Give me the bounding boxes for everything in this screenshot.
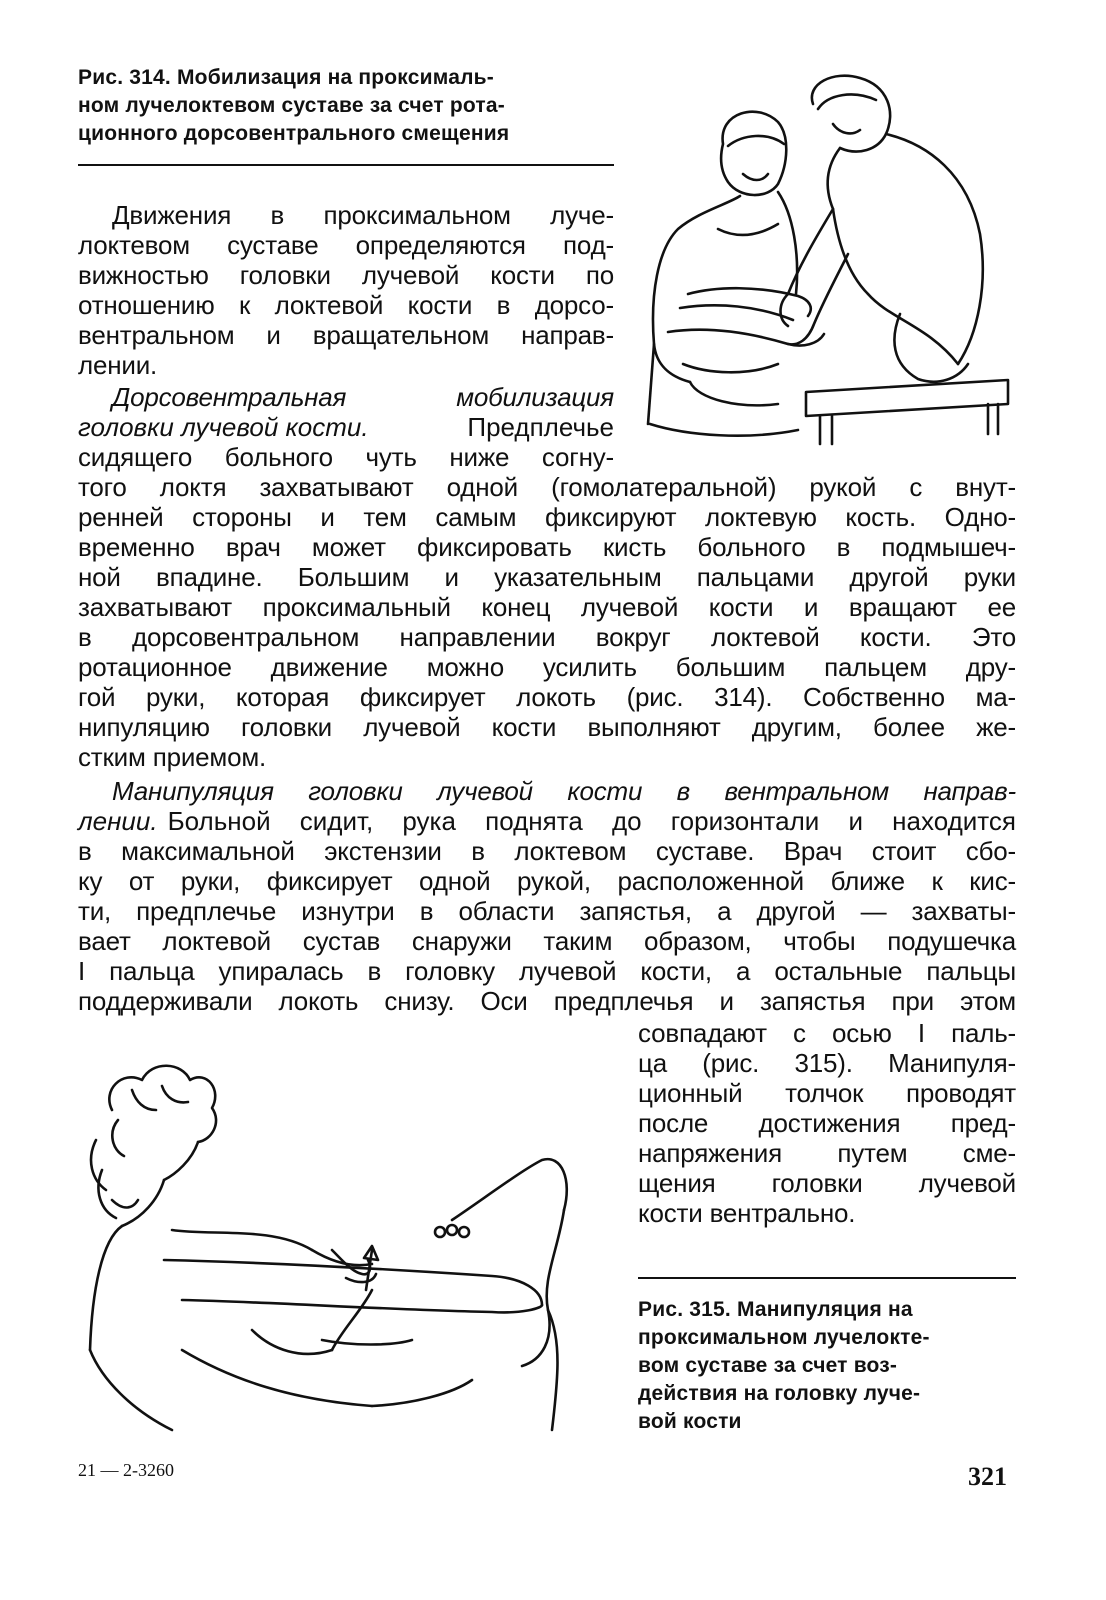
para3-narrow-line: ционный толчок проводят xyxy=(638,1078,1016,1108)
para3-narrow-line: ца (рис. 315). Манипуля- xyxy=(638,1048,1016,1078)
caption-line: вой кости xyxy=(638,1410,742,1433)
caption-line: Рис. 314. Мобилизация на проксималь- xyxy=(78,66,494,89)
para1-line: Движения в проксимальном луче- xyxy=(112,200,614,230)
para3-line-mixed xyxy=(78,806,1016,836)
para3-text: Больной сидит, рука поднята до горизонтали и находится xyxy=(167,806,1016,836)
para2-line: гой руки, которая фиксирует локоть (рис. 314). Собственно ма- xyxy=(78,682,1016,712)
para3-line: I пальца упиралась в головку лучевой кости, а остальные пальцы xyxy=(78,956,1016,986)
figure-315-illustration xyxy=(72,1050,632,1450)
para3-narrow-line: совпадают с осью I паль- xyxy=(638,1018,1016,1048)
para2-line: нипуляцию головки лучевой кости выполняют другим, более же- xyxy=(78,712,1016,742)
para2-line: ротационное движение можно усилить большим пальцем дру- xyxy=(78,652,1016,682)
figure-314-caption xyxy=(78,64,618,148)
para1-line: отношению к локтевой кости в дорсо- xyxy=(78,290,614,320)
para2-heading-line: Дорсовентральная мобилизация xyxy=(112,382,614,412)
para2-line-mixed xyxy=(78,412,614,442)
para3-heading-line: Манипуляция головки лучевой кости в вентральном направ- xyxy=(112,776,1016,806)
caption-line: вом суставе за счет воз- xyxy=(638,1354,898,1377)
para2-line: стким приемом. xyxy=(78,742,267,772)
caption-line: проксимальном лучелокте- xyxy=(638,1326,930,1349)
caption-line: ционного дорсовентрального смещения xyxy=(78,122,510,145)
para3-line: поддерживали локоть снизу. Оси предплечья и запястья при этом xyxy=(78,986,1016,1016)
para3-narrow-line: напряжения путем сме- xyxy=(638,1138,1016,1168)
page-number: 321 xyxy=(968,1462,1007,1491)
para2-heading-end: головки лучевой кости. xyxy=(78,412,369,442)
caption-divider xyxy=(638,1277,1016,1279)
para2-line: ренней стороны и тем самым фиксируют локтевую кость. Одно- xyxy=(78,502,1016,532)
para2-line: временно врач может фиксировать кисть больного в подмышеч- xyxy=(78,532,1016,562)
para2-line: сидящего больного чуть ниже согну- xyxy=(78,442,614,472)
caption-line: ном лучелоктевом суставе за счет рота- xyxy=(78,94,505,117)
para3-narrow-line: кости вентрально. xyxy=(638,1198,856,1228)
para1-line: локтевом суставе определяются под- xyxy=(78,230,614,260)
caption-line: Рис. 315. Манипуляция на xyxy=(638,1298,913,1321)
para2-line: в дорсовентральном направлении вокруг локтевой кости. Это xyxy=(78,622,1016,652)
caption-line: действия на головку луче- xyxy=(638,1382,921,1405)
para2-line: ной впадине. Большим и указательным пальцами другой руки xyxy=(78,562,1016,592)
para1-line: вижностью головки лучевой кости по xyxy=(78,260,614,290)
signature-mark: 21 — 2-3260 xyxy=(78,1460,174,1480)
para1-line: вентральном и вращательном направ- xyxy=(78,320,614,350)
figure-314-illustration xyxy=(628,64,1018,464)
para2-text: Предплечье xyxy=(467,412,614,442)
para3-line: ти, предплечье изнутри в области запястья, а другой — захваты- xyxy=(78,896,1016,926)
para2-line: того локтя захватывают одной (гомолатеральной) рукой с внут- xyxy=(78,472,1016,502)
para3-heading-end: лении. xyxy=(78,806,158,836)
para3-line: ку от руки, фиксирует одной рукой, расположенной ближе к кис- xyxy=(78,866,1016,896)
para3-narrow-line: после достижения пред- xyxy=(638,1108,1016,1138)
para3-narrow-line: щения головки лучевой xyxy=(638,1168,1016,1198)
caption-divider xyxy=(78,164,614,166)
para3-line: в максимальной экстензии в локтевом суставе. Врач стоит сбо- xyxy=(78,836,1016,866)
para1-line: лении. xyxy=(78,350,158,380)
para2-line: захватывают проксимальный конец лучевой кости и вращают ее xyxy=(78,592,1016,622)
para3-line: вает локтевой сустав снаружи таким образом, чтобы подушечка xyxy=(78,926,1016,956)
figure-315-caption xyxy=(638,1296,1018,1436)
